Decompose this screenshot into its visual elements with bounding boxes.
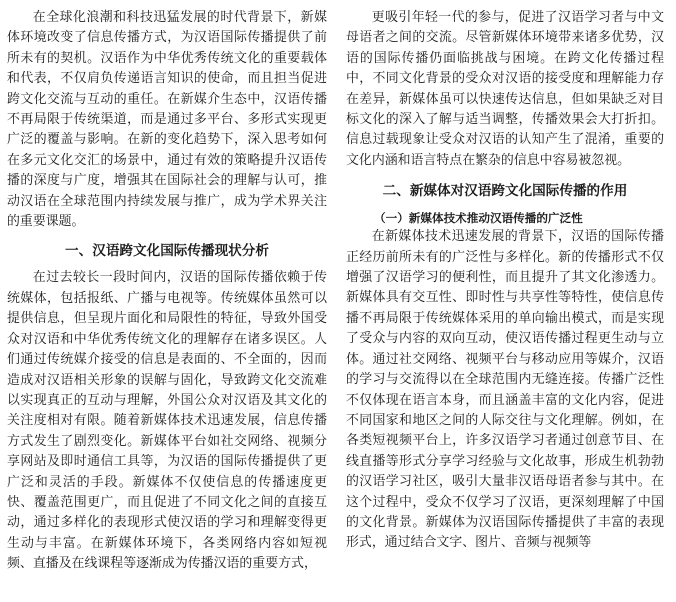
section-1-heading: 一、汉语跨文化国际传播现状分析 xyxy=(65,243,269,260)
right-column xyxy=(346,8,664,554)
intro-paragraph: 在全球化浪潮和科技迅猛发展的时代背景下，新媒体环境改变了信息传播方式，为汉语国际传播提供了前所未有的契机。汉语作为中华优秀传统文化的重要载体和代表，不仅肩负传递语言知识的使命，而且担当促进跨文化交流与互动的重任。在新媒介生态中，汉语传播不再局限于传统渠道，而是通过多平台、多形式实现更广泛的覆盖与影响。在新的变化趋势下，深入思考如何在多元文化交汇的场景中，通过有效的策略提升汉语传播的深度与广度，增强其在国际社会的理解与认可，推动汉语在全球范围内持续发展与推广，成为学术界关注的重要课题。 xyxy=(7,10,327,230)
subsection-1-paragraph: 在新媒体技术迅速发展的背景下，汉语的国际传播正经历前所未有的广泛性与多样化。新的传播形式不仅增强了汉语学习的便利性，而且提升了其文化渗透力。新媒体具有交互性、即时性与共享性等特性，使信息传播不再局限于传统媒体采用的单向输出模式，而是实现了受众与内容的双向互动，使汉语传播过程更生动与立体。通过社交网络、视频平台与移动应用等媒介，汉语的学习与交流得以在全球范围内无缝连接。传播广泛性不仅体现在语言本身，而且涵盖丰富的文化内容，促进不同国家和地区之间的人际交往与文化理解。例如，在各类短视频平台上，许多汉语学习者通过创意节目、在线直播等形式分享学习经验与文化故事，形成生机勃勃的汉语学习社区，吸引大量非汉语母语者参与其中。在这个过程中，受众不仅学习了汉语，更深刻理解了中国的文化背景。新媒体为汉语国际传播提供了丰富的表现形式，通过结合文字、图片、音频与视频等 xyxy=(346,229,664,551)
continued-paragraph: 更吸引年轻一代的参与，促进了汉语学习者与中文母语者之间的交流。尽管新媒体环境带来诸多优势，汉语的国际传播仍面临挑战与困境。在跨文化传播过程中，不同文化背景的受众对汉语的接受度和理解能力存在差异，新媒体虽可以快速传达信息，但如果缺乏对目标文化的深入了解与适当调整，传播效果会大打折扣。信息过载现象让受众对汉语的认知产生了混淆，重要的文化内涵和语言特点在繁杂的信息中容易被忽视。 xyxy=(346,10,664,168)
section-2-heading: 二、新媒体对汉语跨文化国际传播的作用 xyxy=(382,183,628,200)
section-1-paragraph: 在过去较长一段时间内，汉语的国际传播依赖于传统媒体，包括报纸、广播与电视等。传统媒体虽然可以提供信息，但呈现片面化和局限性的特征，导致外国受众对汉语和中华优秀传统文化的理解存在诸多误区。人们通过传统媒介接受的信息是表面的、不全面的，因而造成对汉语相关形象的误解与固化，导致跨文化交流难以实现真正的互动与理解，外国公众对汉语及其文化的关注度相对有限。随着新媒体技术迅速发展，信息传播方式发生了剧烈变化。新媒体平台如社交网络、视频分享网站及即时通信工具等，为汉语的国际传播提供了更广泛和灵活的手段。新媒体不仅使信息的传播速度更快、覆盖范围更广，而且促进了不同文化之间的直接互动，通过多样化的表现形式使汉语的学习和理解变得更生动与丰富。在新媒体环境下，各类网络内容如短视频、直播及在线课程等逐渐成为传播汉语的重要方式， xyxy=(7,270,327,572)
left-column xyxy=(7,8,327,575)
subsection-1-heading: （一）新媒体技术推动汉语传播的广泛性 xyxy=(374,211,583,226)
